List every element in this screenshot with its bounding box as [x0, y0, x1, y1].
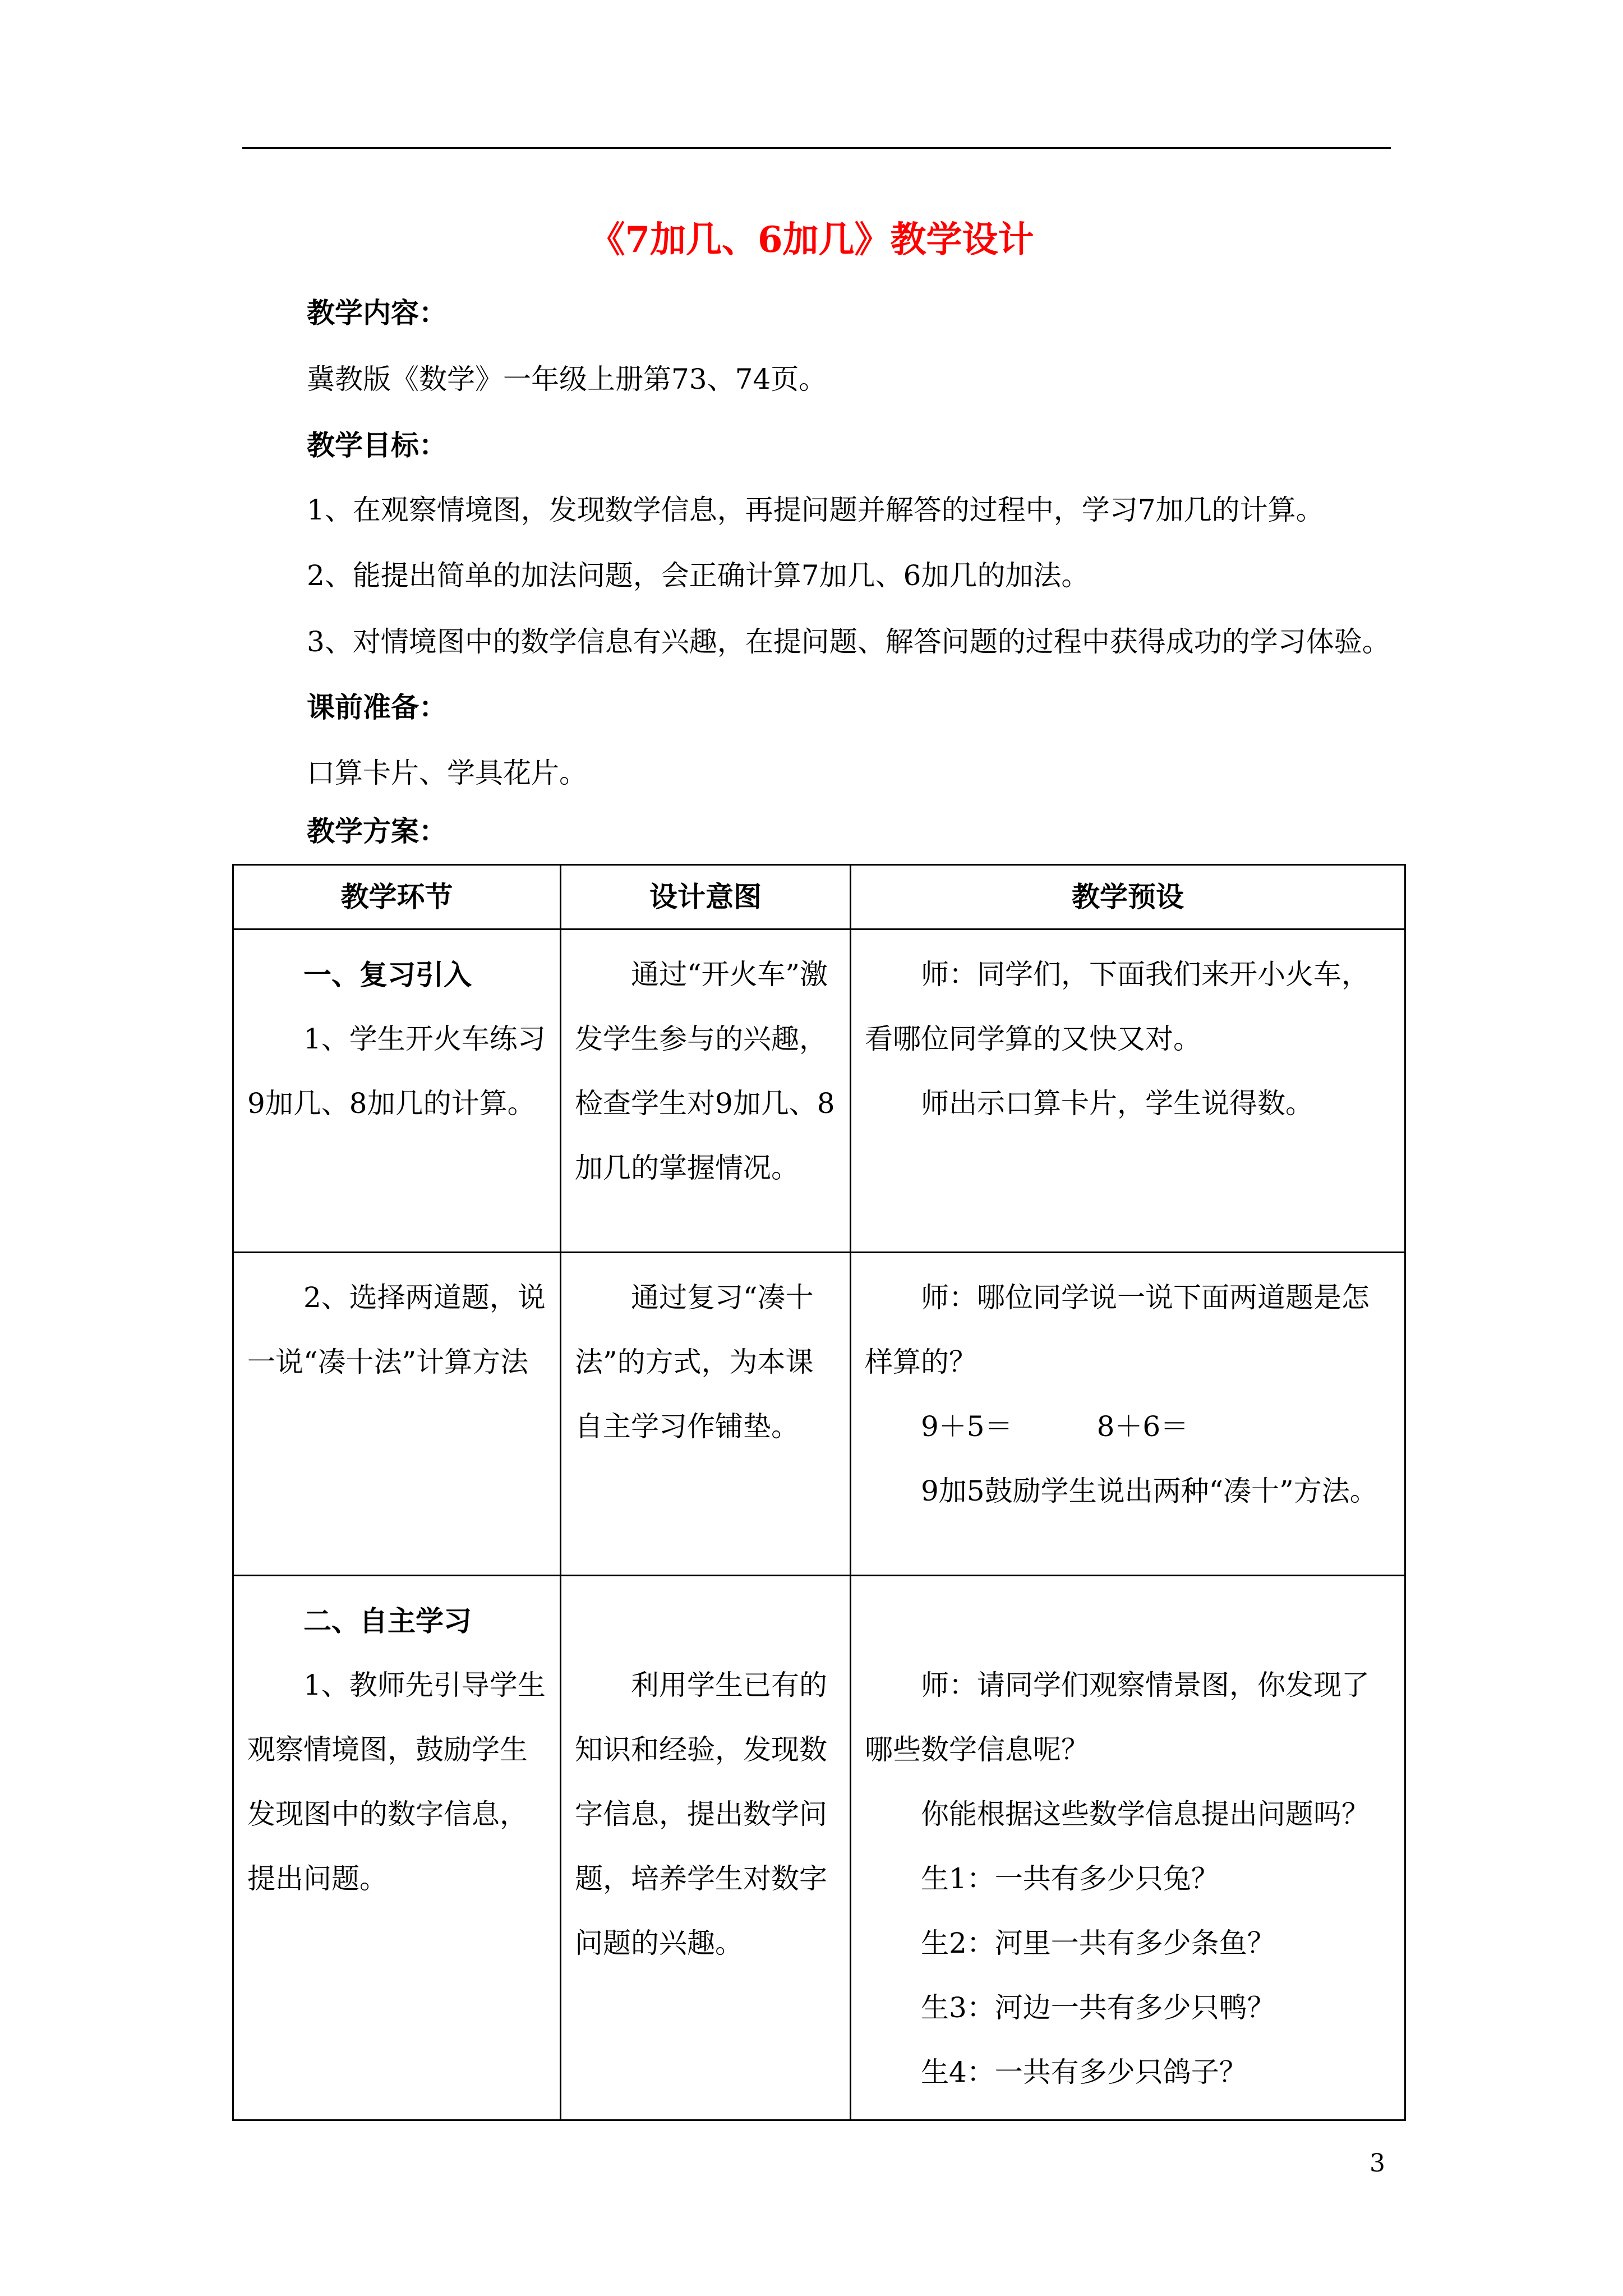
plan-line: 师：同学们，下面我们来开小火车，看哪位同学算的又快又对。 — [865, 958, 1370, 1055]
plan-line: 师：请同学们观察情景图，你发现了哪些数学信息呢？ — [865, 1669, 1370, 1766]
plan-line: 师：哪位同学说一说下面两道题是怎样算的？ — [865, 1281, 1370, 1378]
prep-text: 口算卡片、学具花片。 — [307, 757, 587, 789]
section-title: 一、复习引入 — [303, 958, 472, 991]
table-row — [233, 930, 1405, 1253]
plan-line: 9＋5＝ 8＋6＝ — [921, 1410, 1189, 1443]
prep-heading: 课前准备： — [307, 691, 447, 724]
stage-cell — [233, 1576, 561, 2120]
intent-text: 利用学生已有的知识和经验，发现数字信息，提出数学问题，培养学生对数字问题的兴趣。 — [575, 1669, 827, 1959]
stage-cell — [233, 930, 561, 1253]
plan-cell — [851, 1253, 1405, 1576]
header-rule — [242, 147, 1391, 149]
intent-cell — [561, 1576, 851, 2120]
header-stage: 教学环节 — [233, 865, 561, 930]
teaching-plan-table — [232, 864, 1406, 2121]
section-title: 二、自主学习 — [303, 1604, 472, 1637]
plan-cell — [851, 1576, 1405, 2120]
page-number: 3 — [1370, 2149, 1385, 2178]
stage-text: 1、学生开火车练习9加几、8加几的计算。 — [247, 1023, 546, 1120]
content-text: 冀教版《数学》一年级上册第73、74页。 — [307, 363, 827, 395]
goal-item-2: 2、能提出简单的加法问题，会正确计算7加几、6加几的加法。 — [307, 559, 1090, 592]
intent-cell — [561, 1253, 851, 1576]
intent-cell — [561, 930, 851, 1253]
stage-text: 2、选择两道题，说一说“凑十法”计算方法 — [247, 1281, 546, 1378]
goals-heading: 教学目标： — [307, 429, 447, 462]
header-plan: 教学预设 — [851, 865, 1405, 930]
plan-heading: 教学方案： — [307, 815, 447, 848]
plan-cell — [851, 930, 1405, 1253]
content-heading: 教学内容： — [307, 296, 447, 329]
plan-line: 9加5鼓励学生说出两种“凑十”方法。 — [921, 1475, 1378, 1507]
goal-item-3: 3、对情境图中的数学信息有兴趣，在提问题、解答问题的过程中获得成功的学习体验。 — [307, 625, 1390, 658]
goal-item-1: 1、在观察情境图，发现数学信息，再提问题并解答的过程中，学习7加几的计算。 — [307, 494, 1324, 526]
header-intent: 设计意图 — [561, 865, 851, 930]
plan-line: 生4：一共有多少只鸽子？ — [921, 2056, 1247, 2088]
plan-line: 你能根据这些数学信息提出问题吗？ — [921, 1798, 1370, 1830]
table-row — [233, 1253, 1405, 1576]
intent-text: 通过复习“凑十法”的方式，为本课自主学习作铺垫。 — [575, 1281, 814, 1443]
table-header-row — [233, 865, 1405, 930]
document-title: 《7加几、6加几》教学设计 — [589, 219, 1034, 261]
plan-line: 生3：河边一共有多少只鸭？ — [921, 1991, 1275, 2024]
plan-line: 生2：河里一共有多少条鱼？ — [921, 1927, 1275, 1959]
table-row — [233, 1576, 1405, 2120]
plan-line: 生1：一共有多少只兔？ — [921, 1862, 1219, 1895]
intent-text: 通过“开火车”激发学生参与的兴趣，检查学生对9加几、8加几的掌握情况。 — [575, 958, 835, 1184]
plan-line: 师出示口算卡片，学生说得数。 — [921, 1087, 1313, 1120]
stage-cell — [233, 1253, 561, 1576]
stage-text: 1、教师先引导学生观察情境图，鼓励学生发现图中的数字信息，提出问题。 — [247, 1669, 546, 1895]
